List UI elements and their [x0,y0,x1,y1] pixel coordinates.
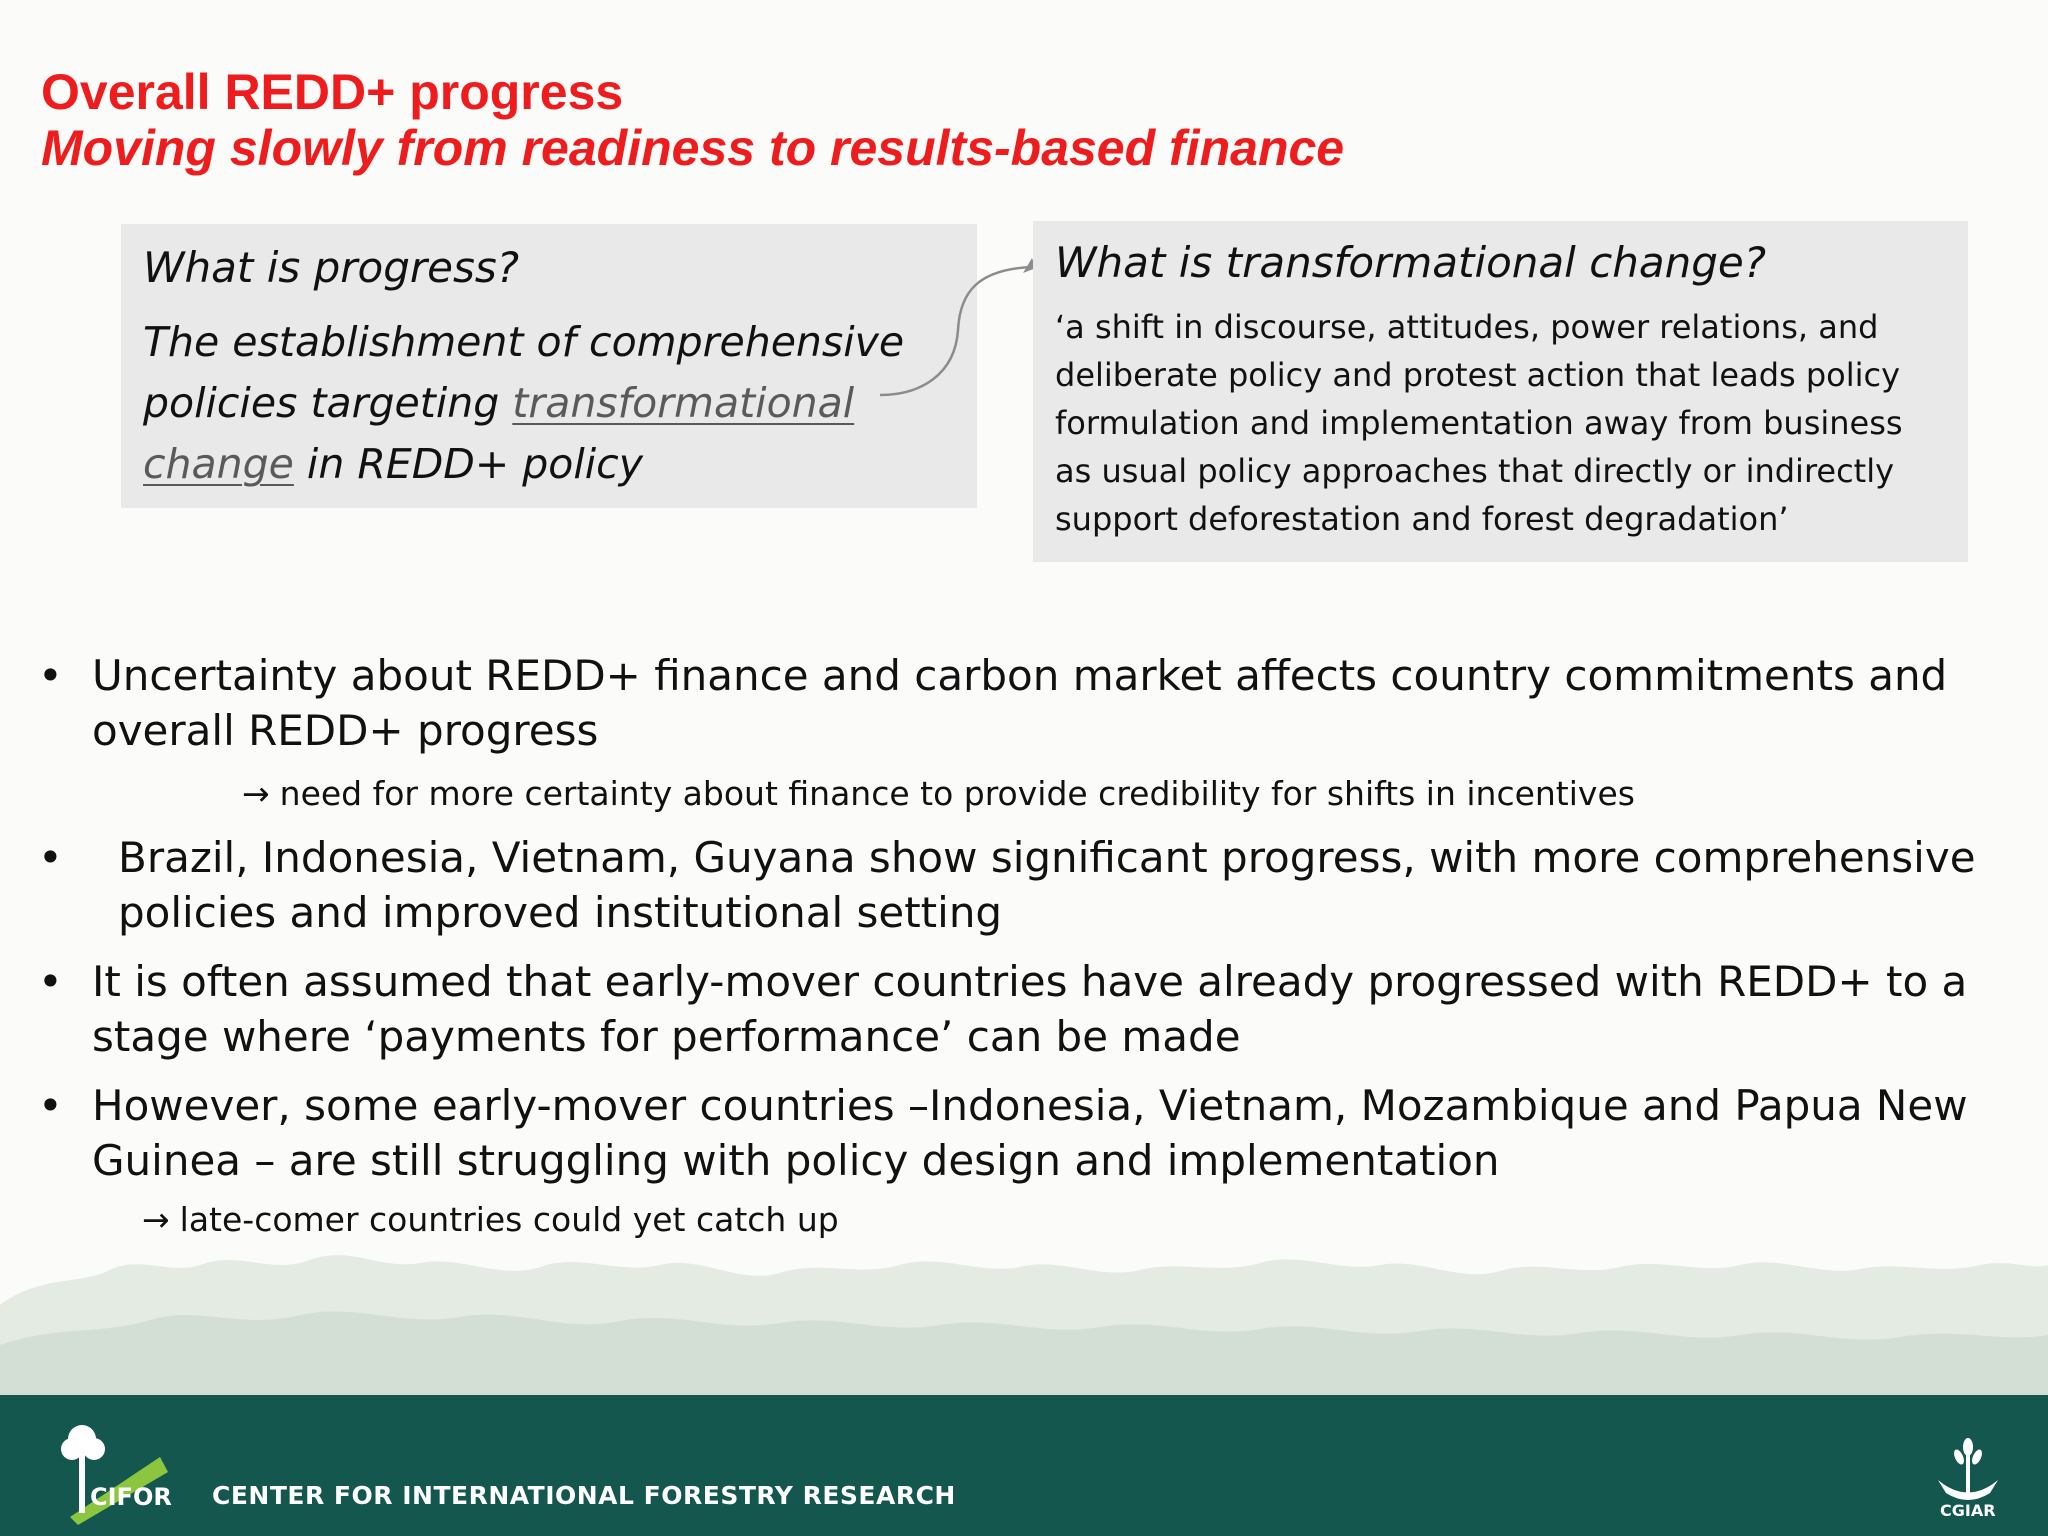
subnote-text: late-comer countries could yet catch up [179,1200,839,1239]
bullet-dot: • [38,833,63,882]
bullet-dot: • [38,1081,63,1130]
cgiar-logo-text: CGIAR [1940,1501,1996,1520]
bullet-dot: • [38,957,63,1006]
transformational-change-heading: What is transformational change? [1055,238,1767,287]
footer-bar [0,1395,2048,1536]
bullet-item [38,830,1998,940]
subnote-text: need for more certainty about finance to provide credibility for shifts in incentives [279,774,1635,813]
slide-subtitle: Moving slowly from readiness to results-based finance [41,120,1345,176]
cifor-logo-text: CIFOR [90,1483,172,1511]
progress-body-start: The establishment of comprehensive policies targeting [143,318,905,427]
slide-title: Overall REDD+ progress [41,64,624,120]
curved-arrow-icon [860,250,1060,420]
bullet-list [38,648,1998,1256]
organization-name: CENTER FOR INTERNATIONAL FORESTRY RESEARCH [212,1481,956,1510]
progress-definition [143,312,955,495]
arrow-right-icon: → [142,1200,170,1239]
bullet-subnote [38,772,1998,816]
bullet-item [38,648,1998,758]
bullet-item [38,954,1998,1064]
progress-definition-box [121,224,977,508]
bullet-text: It is often assumed that early-mover countries have already progressed with REDD+ to a stage where ‘payments for performance’ can be made [92,957,1968,1061]
bullet-text: Brazil, Indonesia, Vietnam, Guyana show significant progress, with more comprehensive policies and improved institutional setting [118,833,1976,937]
transformational-change-box [1033,221,1968,562]
arrow-right-icon: → [242,774,270,813]
bullet-text: Uncertainty about REDD+ finance and carbon market affects country commitments and overall REDD+ progress [92,651,1948,755]
bullet-dot: • [38,651,63,700]
transformational-change-quote: ‘a shift in discourse, attitudes, power relations, and deliberate policy and protest action that leads policy formulation and implementation away from business as usual policy approaches that directly or indirectly support deforestation and forest degradation’ [1055,308,1903,538]
forest-silhouette [0,1215,2048,1395]
progress-heading: What is progress? [143,243,520,292]
slide-title-block [41,64,1344,176]
progress-body-end: in REDD+ policy [293,440,643,488]
bullet-text: However, some early-mover countries –Indonesia, Vietnam, Mozambique and Papua New Guinea – are still struggling with policy design and implementation [92,1081,1968,1185]
bullet-item [38,1078,1998,1188]
transformational-change-link[interactable]: transformational change [143,379,855,488]
